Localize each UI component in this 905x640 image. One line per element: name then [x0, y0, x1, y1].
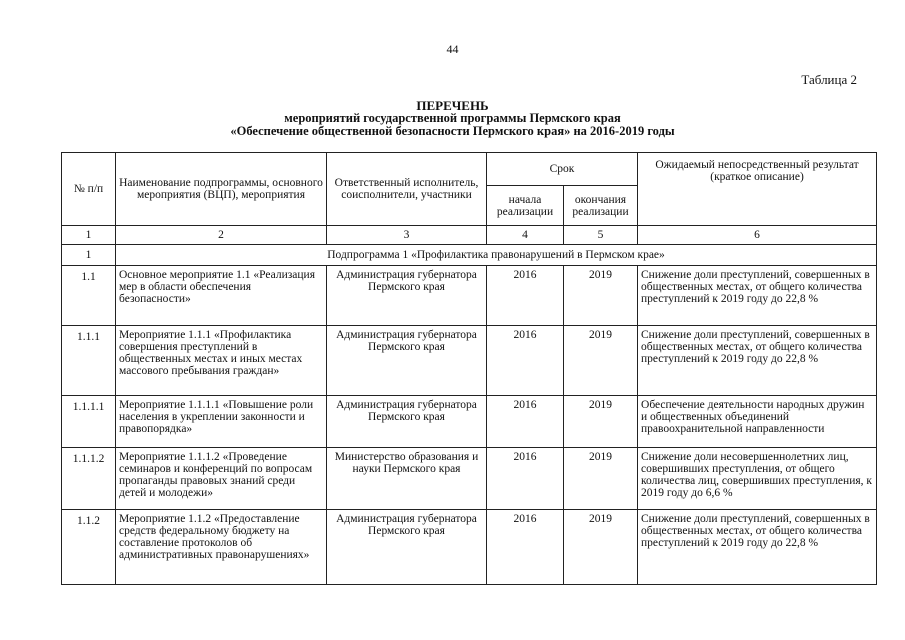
title-line-1: ПЕРЕЧЕНЬ	[416, 98, 489, 113]
column-numbers-row	[62, 226, 877, 245]
row-end: 2019	[564, 448, 638, 510]
table-row	[62, 266, 877, 326]
table-row	[62, 510, 877, 585]
col-number: 6	[638, 226, 877, 245]
row-result: Обеспечение деятельности народных дружин и общественных объединений правоохранительной направленности	[638, 396, 877, 448]
table-row	[62, 326, 877, 396]
row-end: 2019	[564, 266, 638, 326]
row-end: 2019	[564, 326, 638, 396]
col-number: 4	[487, 226, 564, 245]
row-num: 1.1.1.1	[62, 396, 116, 448]
row-start: 2016	[487, 448, 564, 510]
row-result: Снижение доли преступлений, совершенных в общественных местах, от общего количества преступлений к 2019 году до 22,8 %	[638, 326, 877, 396]
row-name: Мероприятие 1.1.2 «Предоставление средств федеральному бюджету на составление протоколов об административных правонарушениях»	[116, 510, 327, 585]
table-row	[62, 396, 877, 448]
row-start: 2016	[487, 326, 564, 396]
row-num: 1.1.1.2	[62, 448, 116, 510]
header-end: окончания реализации	[564, 186, 638, 226]
row-num: 1.1	[62, 266, 116, 326]
title-line-2: мероприятий государственной программы Пермского края	[284, 111, 621, 125]
row-result: Снижение доли преступлений, совершенных в общественных местах, от общего количества преступлений к 2019 году до 22,8 %	[638, 510, 877, 585]
row-executor: Администрация губернатора Пермского края	[327, 266, 487, 326]
table-row	[62, 448, 877, 510]
header-term: Срок	[487, 153, 638, 186]
header-result: Ожидаемый непосредственный результат (краткое описание)	[638, 153, 877, 226]
row-start: 2016	[487, 510, 564, 585]
col-number: 5	[564, 226, 638, 245]
row-num: 1.1.1	[62, 326, 116, 396]
row-num: 1.1.2	[62, 510, 116, 585]
row-start: 2016	[487, 396, 564, 448]
row-executor: Министерство образования и науки Пермского края	[327, 448, 487, 510]
header-num: № п/п	[62, 153, 116, 226]
subprogram-row	[62, 245, 877, 266]
row-result: Снижение доли несовершеннолетних лиц, совершивших преступления, от общего количества лиц, совершивших преступления, к 2019 году до 6,6 %	[638, 448, 877, 510]
row-end: 2019	[564, 510, 638, 585]
row-name: Основное мероприятие 1.1 «Реализация мер в области обеспечения безопасности»	[116, 266, 327, 326]
col-number: 2	[116, 226, 327, 245]
document-title	[0, 99, 905, 138]
col-number: 3	[327, 226, 487, 245]
header-start: начала реализации	[487, 186, 564, 226]
row-name: Мероприятие 1.1.1.2 «Проведение семинаров и конференций по вопросам пропаганды правовых знаний среди детей и молодежи»	[116, 448, 327, 510]
row-name: Мероприятие 1.1.1 «Профилактика совершения преступлений в общественных местах и иных местах массового пребывания граждан»	[116, 326, 327, 396]
table-label: Таблица 2	[801, 72, 857, 87]
header-name: Наименование подпрограммы, основного мероприятия (ВЦП), мероприятия	[116, 153, 327, 226]
row-executor: Администрация губернатора Пермского края	[327, 396, 487, 448]
header-executor: Ответственный исполнитель, соисполнители, участники	[327, 153, 487, 226]
row-end: 2019	[564, 396, 638, 448]
header-row	[62, 153, 877, 186]
row-start: 2016	[487, 266, 564, 326]
row-name: Мероприятие 1.1.1.1 «Повышение роли населения в укреплении законности и правопорядка»	[116, 396, 327, 448]
subprogram-title: Подпрограмма 1 «Профилактика правонарушений в Пермском крае»	[116, 245, 877, 266]
row-executor: Администрация губернатора Пермского края	[327, 510, 487, 585]
measures-table	[61, 152, 877, 585]
subprogram-num: 1	[62, 245, 116, 266]
row-executor: Администрация губернатора Пермского края	[327, 326, 487, 396]
title-line-3: «Обеспечение общественной безопасности Пермского края» на 2016-2019 годы	[230, 124, 675, 138]
page-number: 44	[446, 42, 459, 56]
col-number: 1	[62, 226, 116, 245]
row-result: Снижение доли преступлений, совершенных в общественных местах, от общего количества преступлений к 2019 году до 22,8 %	[638, 266, 877, 326]
